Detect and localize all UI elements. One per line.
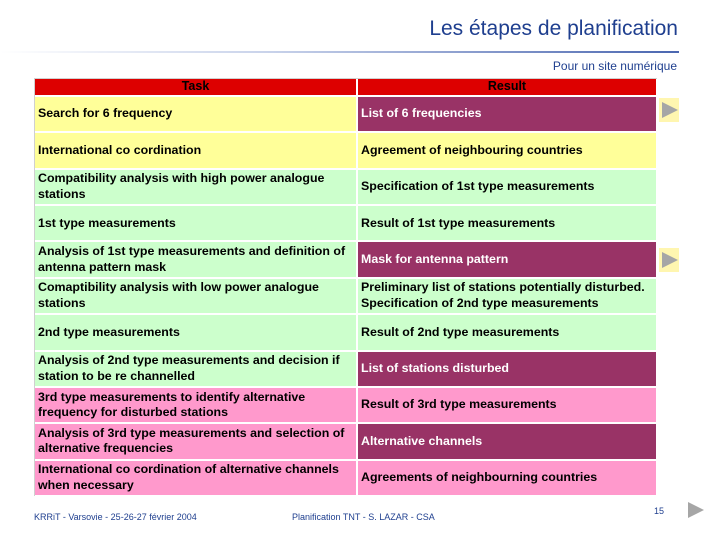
page-number: 15 (653, 506, 664, 516)
task-cell: International co cordination of alternative channels when necessary (35, 461, 358, 497)
result-cell: Preliminary list of stations potentially disturbed. Specification of 2nd type measurements (358, 279, 658, 315)
planning-table (34, 78, 657, 496)
result-cell: Agreement of neighbouring countries (358, 133, 658, 169)
result-cell: List of stations disturbed (358, 352, 658, 388)
result-cell: Alternative channels (358, 424, 658, 460)
play-arrow-icon[interactable] (662, 252, 678, 268)
slide-subtitle: Pour un site numérique (552, 59, 677, 73)
task-cell: Analysis of 3rd type measurements and selection of alternative frequencies (35, 424, 358, 460)
play-arrow-icon[interactable] (662, 102, 678, 118)
footer-author: Planification TNT - S. LAZAR - CSA (292, 512, 435, 522)
result-cell: Result of 3rd type measurements (358, 388, 658, 424)
task-cell: 2nd type measurements (35, 315, 358, 351)
task-cell: Analysis of 2nd type measurements and decision if station to be re channelled (35, 352, 358, 388)
header-task: Task (35, 79, 358, 97)
slide-title: Les étapes de planification (429, 17, 678, 40)
task-cell: 3rd type measurements to identify alternative frequency for disturbed stations (35, 388, 358, 424)
task-cell: International co cordination (35, 133, 358, 169)
play-arrow-icon[interactable] (688, 502, 704, 518)
title-rule (0, 51, 679, 53)
task-cell: Analysis of 1st type measurements and definition of antenna pattern mask (35, 242, 358, 278)
task-cell: Compatibility analysis with high power analogue stations (35, 170, 358, 206)
result-cell: Mask for antenna pattern (358, 242, 658, 278)
header-result: Result (358, 79, 658, 97)
result-cell: List of 6 frequencies (358, 97, 658, 133)
result-cell: Result of 2nd type measurements (358, 315, 658, 351)
result-cell: Agreements of neighbourning countries (358, 461, 658, 497)
task-cell: 1st type measurements (35, 206, 358, 242)
task-cell: Search for 6 frequency (35, 97, 358, 133)
result-cell: Specification of 1st type measurements (358, 170, 658, 206)
footer-event: KRRiT - Varsovie - 25-26-27 février 2004 (34, 512, 197, 522)
task-cell: Comaptibility analysis with low power analogue stations (35, 279, 358, 315)
result-cell: Result of 1st type measurements (358, 206, 658, 242)
